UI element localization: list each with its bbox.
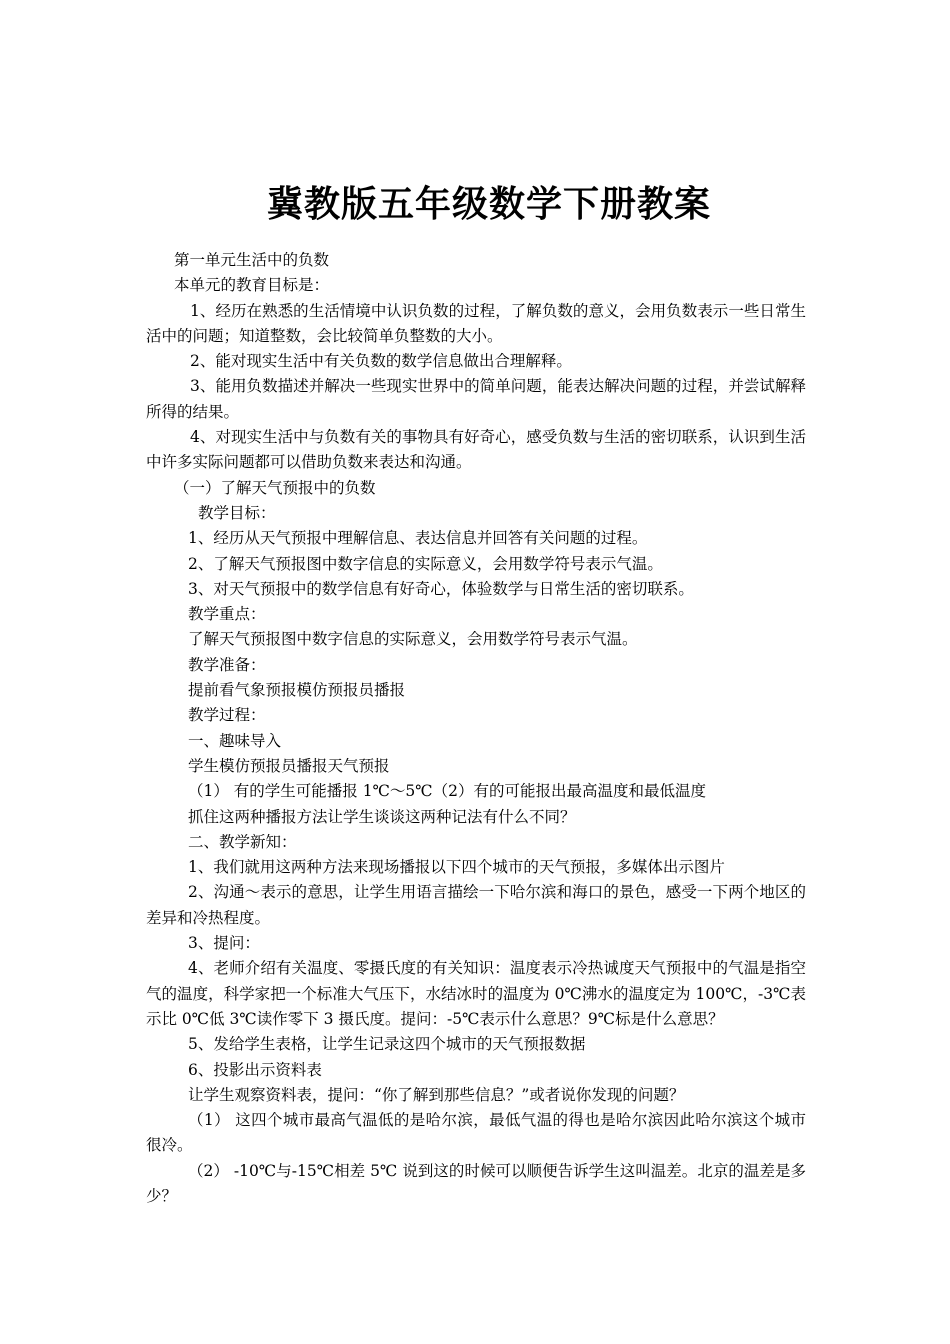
key-points-label: 教学重点： [188,605,266,624]
step-intro-heading: 一、趣味导入 [188,731,282,750]
new-knowledge-item-2: 2、沟通～表示的意思，让学生用语言描绘一下哈尔滨和海口的景色，感受一下两个地区的差异和冷热程度。 [146,883,806,927]
key-points-text: 了解天气预报图中数字信息的实际意义，会用数学符号表示气温。 [188,630,638,649]
document-body [146,248,806,1209]
observation-answer-1: （1） 这四个城市最高气温低的是哈尔滨，最低气温的得也是哈尔滨因此哈尔滨这个城市很冷。 [146,1111,806,1155]
goal-item-4: 4、对现实生活中与负数有关的事物具有好奇心，感受负数与生活的密切联系，认识到生活中许多实际问题都可以借助负数来表达和沟通。 [146,428,806,472]
preparation-label: 教学准备： [188,655,266,674]
new-knowledge-item-5: 5、发给学生表格，让学生记录这四个城市的天气预报数据 [188,1035,586,1054]
objective-item-2: 2、了解天气预报图中数字信息的实际意义，会用数学符号表示气温。 [188,554,663,573]
observation-answer-2: （2） -10℃与-15℃相差 5℃ 说到这的时候可以顺便告诉学生这叫温差。北京的温差是多少？ [146,1161,806,1205]
objective-item-1: 1、经历从天气预报中理解信息、表达信息并回答有关问题的过程。 [188,529,648,548]
broadcast-examples: （1） 有的学生可能播报 1℃～5℃（2）有的可能报出最高温度和最低温度 [188,782,706,801]
goals-intro: 本单元的教育目标是： [174,276,330,295]
observation-prompt: 让学生观察资料表，提问：“你了解到那些信息？”或者说你发现的问题？ [188,1085,685,1104]
document-title: 冀教版五年级数学下册教案 [266,183,711,225]
goal-item-2: 2、能对现实生活中有关负数的数学信息做出合理解释。 [190,352,572,371]
goal-item-3: 3、能用负数描述并解决一些现实世界中的简单问题，能表达解决问题的过程，并尝试解释所得的结果。 [146,377,806,421]
new-knowledge-item-6: 6、投影出示资料表 [188,1060,322,1079]
new-knowledge-heading: 二、教学新知： [188,832,297,851]
step-intro-text: 学生模仿预报员播报天气预报 [188,756,390,775]
new-knowledge-item-3: 3、提问： [188,934,260,953]
objective-item-3: 3、对天气预报中的数学信息有好奇心，体验数学与日常生活的密切联系。 [188,579,694,598]
new-knowledge-item-1: 1、我们就用这两种方法来现场播报以下四个城市的天气预报，多媒体出示图片 [188,858,725,877]
process-label: 教学过程： [188,706,266,725]
broadcast-question: 抓住这两种播报方法让学生谈谈这两种记法有什么不同？ [188,807,576,826]
teaching-objectives-label: 教学目标： [198,503,276,522]
section-heading: （一）了解天气预报中的负数 [174,478,376,497]
unit-heading: 第一单元生活中的负数 [174,251,330,269]
goal-item-1: 1、经历在熟悉的生活情境中认识负数的过程，了解负数的意义，会用负数表示一些日常生活中的问题；知道整数，会比较简单负整数的大小。 [146,301,806,345]
new-knowledge-item-4: 4、老师介绍有关温度、零摄氏度的有关知识：温度表示冷热诚度天气预报中的气温是指空气的温度，科学家把一个标准大气压下，水结冰时的温度为 0℃沸水的温度定为 100℃，-3℃表示比 0℃低 3℃读作零下 3 摄氏度。提问：-5℃表示什么意思？9℃标是什么意思？ [146,959,806,1028]
preparation-text: 提前看气象预报模仿预报员播报 [188,681,406,700]
